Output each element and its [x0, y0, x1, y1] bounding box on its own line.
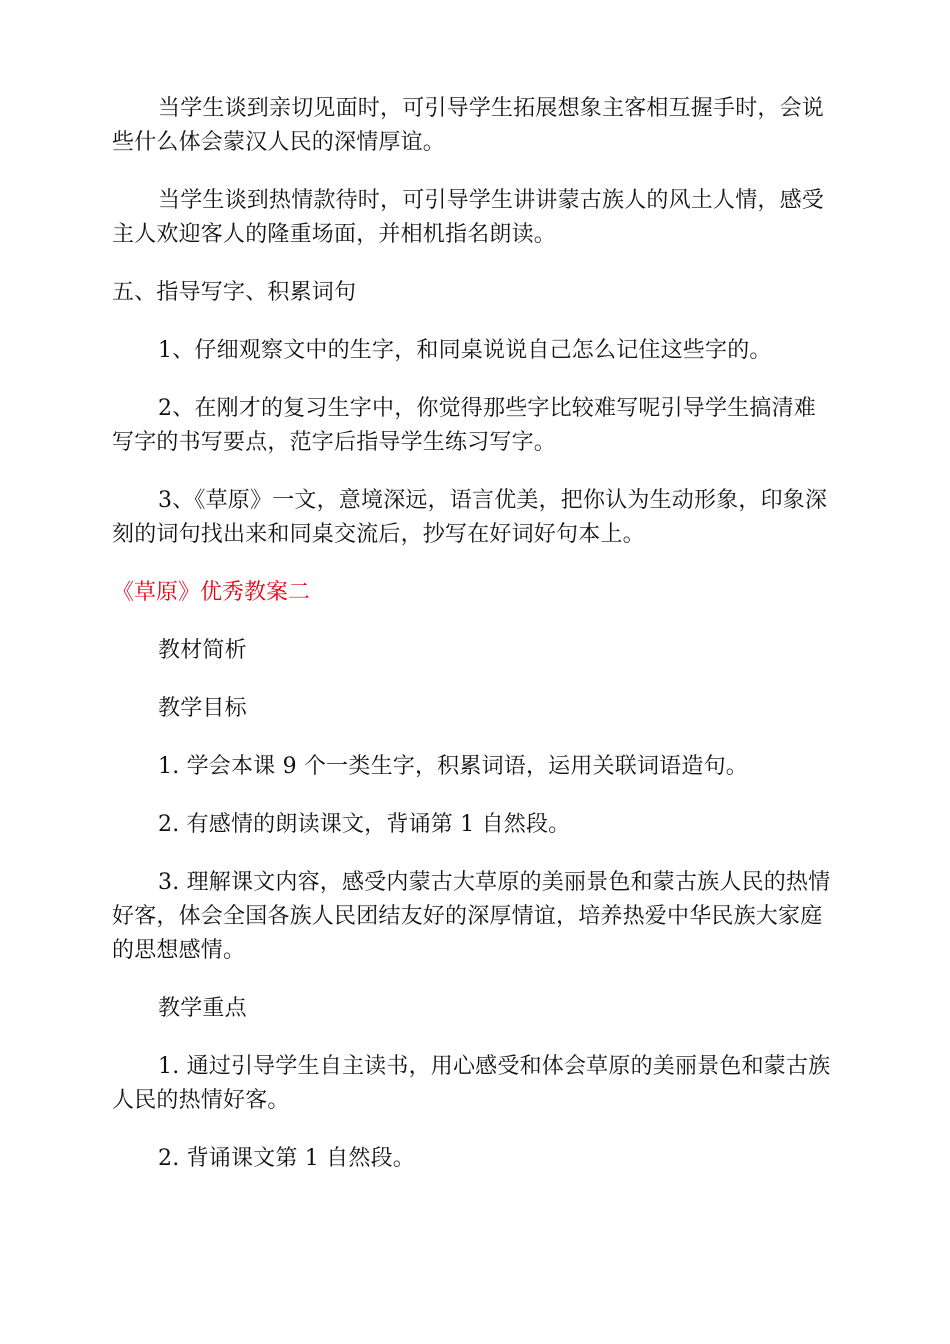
heading-textbook-analysis: 教材简析 — [158, 638, 247, 663]
paragraph-hospitality: 当学生谈到热情款待时，可引导学生讲讲蒙古族人的风土人情，感受主人欢迎客人的隆重场面，并相机指名朗读。 — [112, 188, 825, 247]
heading-teaching-focus: 教学重点 — [158, 996, 247, 1021]
goal-item-2: 2. 有感情的朗读课文，背诵第 1 自然段。 — [158, 812, 571, 837]
list-item-observe: 1、仔细观察文中的生字，和同桌说说自己怎么记住这些字的。 — [158, 338, 772, 363]
heading-teaching-goals: 教学目标 — [158, 696, 247, 721]
document-page — [112, 92, 838, 1200]
goal-item-3: 3. 理解课文内容，感受内蒙古大草原的美丽景色和蒙古族人民的热情好客，体会全国各族人民团结友好的深厚情谊，培养热爱中华民族大家庭的思想感情。 — [112, 870, 831, 963]
focus-item-1: 1. 通过引导学生自主读书，用心感受和体会草原的美丽景色和蒙古族人民的热情好客。 — [112, 1054, 831, 1113]
list-item-copy-phrases: 3、《草原》一文，意境深远，语言优美，把你认为生动形象，印象深刻的词句找出来和同桌交流后，抄写在好词好句本上。 — [112, 488, 828, 547]
list-item-difficult-chars: 2、在刚才的复习生字中，你觉得那些字比较难写呢引导学生搞清难写字的书写要点，范字后指导学生练习写字。 — [112, 396, 816, 455]
goal-item-1: 1. 学会本课 9 个一类生字，积累词语，运用关联词语造句。 — [158, 754, 748, 779]
lesson-plan-title: 《草原》优秀教案二 — [112, 580, 311, 605]
section-heading-writing: 五、指导写字、积累词句 — [112, 280, 357, 305]
focus-item-2: 2. 背诵课文第 1 自然段。 — [158, 1146, 415, 1171]
paragraph-meeting: 当学生谈到亲切见面时，可引导学生拓展想象主客相互握手时，会说些什么体会蒙汉人民的深情厚谊。 — [112, 96, 825, 155]
